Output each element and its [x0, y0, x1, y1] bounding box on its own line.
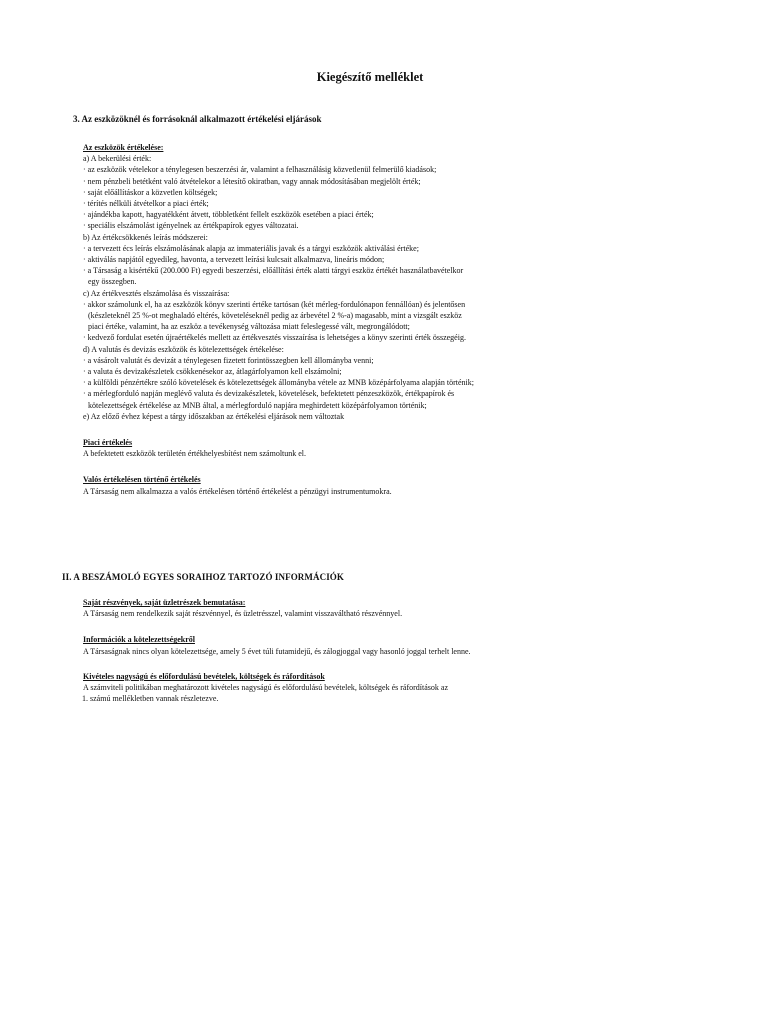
- item-b-label: b) Az értékcsökkenés leírás módszerei:: [83, 232, 208, 242]
- list-item: · nem pénzbeli betétként való átvételekor a létesítő okiratban, vagy annak módosításában megjelölt érték;: [83, 176, 421, 186]
- list-item: · kedvező fordulat esetén újraértékelés mellett az értékvesztés visszaírása is lehetséges a könyv szerinti érték összegéig.: [83, 333, 466, 343]
- own-shares-heading: Saját részvények, saját üzletrészek bemutatása:: [83, 598, 246, 607]
- list-item: · a külföldi pénzértékre szóló követelések és kötelezettségek állományba vétele az MNB középárfolyama alapján történik;: [83, 378, 474, 388]
- list-item: · aktiválás napjától egyedileg, havonta, a tervezett leírási kulcsait alkalmazva, lineáris módon;: [83, 255, 385, 265]
- item-e-label: e) Az előző évhez képest a tárgy időszakban az értékelési eljárások nem változtak: [83, 411, 345, 421]
- list-item: · speciális elszámolást igényelnek az értékpapírok egyes változatai.: [83, 221, 299, 231]
- list-item: · saját előállításkor a közvetlen költségek;: [83, 187, 218, 197]
- list-item: · az eszközök vételekor a ténylegesen beszerzési ár, valamint a felhasználásig közvetlenül felmerülő kiadások;: [83, 165, 437, 175]
- liabilities-text: A Társaságnak nincs olyan kötelezettsége, amely 5 évet túli futamidejű, és zálogjoggal vagy hasonló joggal terhelt lenne.: [83, 646, 471, 656]
- exceptional-items-text-cont: 1. számú mellékletben vannak részletezve.: [82, 694, 219, 704]
- asset-valuation-heading: Az eszközök értékelése:: [83, 143, 164, 152]
- exceptional-items-heading: Kivételes nagyságú és előfordulású bevételek, költségek és ráfordítások: [83, 671, 325, 681]
- list-item-continuation: kötelezettségek értékelése az MNB által, a mérlegforduló napjára meghirdetett középárfolyamon történik;: [88, 400, 427, 410]
- list-item: · a tervezett écs leírás elszámolásának alapja az immateriális javak és a tárgyi eszközök aktiválási értéke;: [83, 243, 419, 253]
- list-item: · a vásárolt valutát és devizát a ténylegesen fizetett forintösszegben kell állományba venni;: [83, 355, 374, 365]
- valuation-methods-block: [83, 142, 543, 497]
- fair-value-text: A Társaság nem alkalmazza a valós értékelésen történő értékelést a pénzügyi instrumentumokra.: [83, 486, 392, 496]
- liabilities-heading: Információk a kötelezettségekről: [83, 635, 195, 645]
- own-shares-text: A Társaság nem rendelkezik saját részvénnyel, és üzletrésszel, valamint visszaváltható részvénnyel.: [83, 609, 403, 619]
- item-a-label: a) A bekerülési érték:: [83, 154, 152, 164]
- item-c-label: c) Az értékvesztés elszámolása és visszaírása:: [83, 288, 230, 298]
- list-item-continuation: egy összegben.: [88, 277, 137, 287]
- list-item-continuation: piaci értéke, valamint, ha az eszköz a tevékenység változása miatt feleslegessé vált, megrongálódott;: [88, 322, 410, 332]
- report-lines-block: [83, 597, 543, 704]
- list-item: · a Társaság a kisértékű (200.000 Ft) egyedi beszerzési, előállítási érték alatti tárgyi eszköz értékét használatbavételkor: [83, 266, 464, 276]
- market-valuation-heading: Piaci értékelés: [83, 438, 133, 448]
- item-d-label: d) A valutás és devizás eszközök és kötelezettségek értékelése:: [83, 344, 284, 354]
- list-item: · a mérlegforduló napján meglévő valuta és devizakészletek, követelések, befektetett pénzeszközök, értékpapírok és: [83, 389, 455, 399]
- document-title: Kiegészítő melléklet: [316, 70, 424, 84]
- list-item: · ajándékba kapott, hagyatékként átvett, többletként fellelt eszközök esetében a piaci érték;: [83, 210, 374, 220]
- list-item: · akkor számolunk el, ha az eszközök könyv szerinti értéke tartósan (két mérleg-fordulónapon fennállóan) és jelentősen: [83, 299, 466, 309]
- section-ii-heading: II. A BESZÁMOLÓ EGYES SORAIHOZ TARTOZÓ INFORMÁCIÓK: [62, 572, 344, 582]
- section-3-heading: 3. Az eszközöknél és forrásoknál alkalmazott értékelési eljárások: [73, 114, 322, 124]
- fair-value-heading: Valós értékelésen történő értékelés: [83, 475, 201, 485]
- list-item: · térítés nélküli átvételkor a piaci érték;: [83, 199, 209, 209]
- list-item: · a valuta és devizakészletek csökkenésekor az, átlagárfolyamon kell elszámolni;: [83, 367, 342, 377]
- exceptional-items-text: A számviteli politikában meghatározott kivételes nagyságú és előfordulású bevételek, költségek és ráfordítások az: [83, 683, 448, 693]
- list-item-continuation: (készleteknél 25 %-ot meghaladó eltérés, követeléseknél pedig az árbevétel 2 %-a) magasabb, mint a vizsgált eszköz: [88, 311, 462, 321]
- market-valuation-text: A befektetett eszközök területén értékhelyesbítést nem számoltunk el.: [83, 449, 307, 459]
